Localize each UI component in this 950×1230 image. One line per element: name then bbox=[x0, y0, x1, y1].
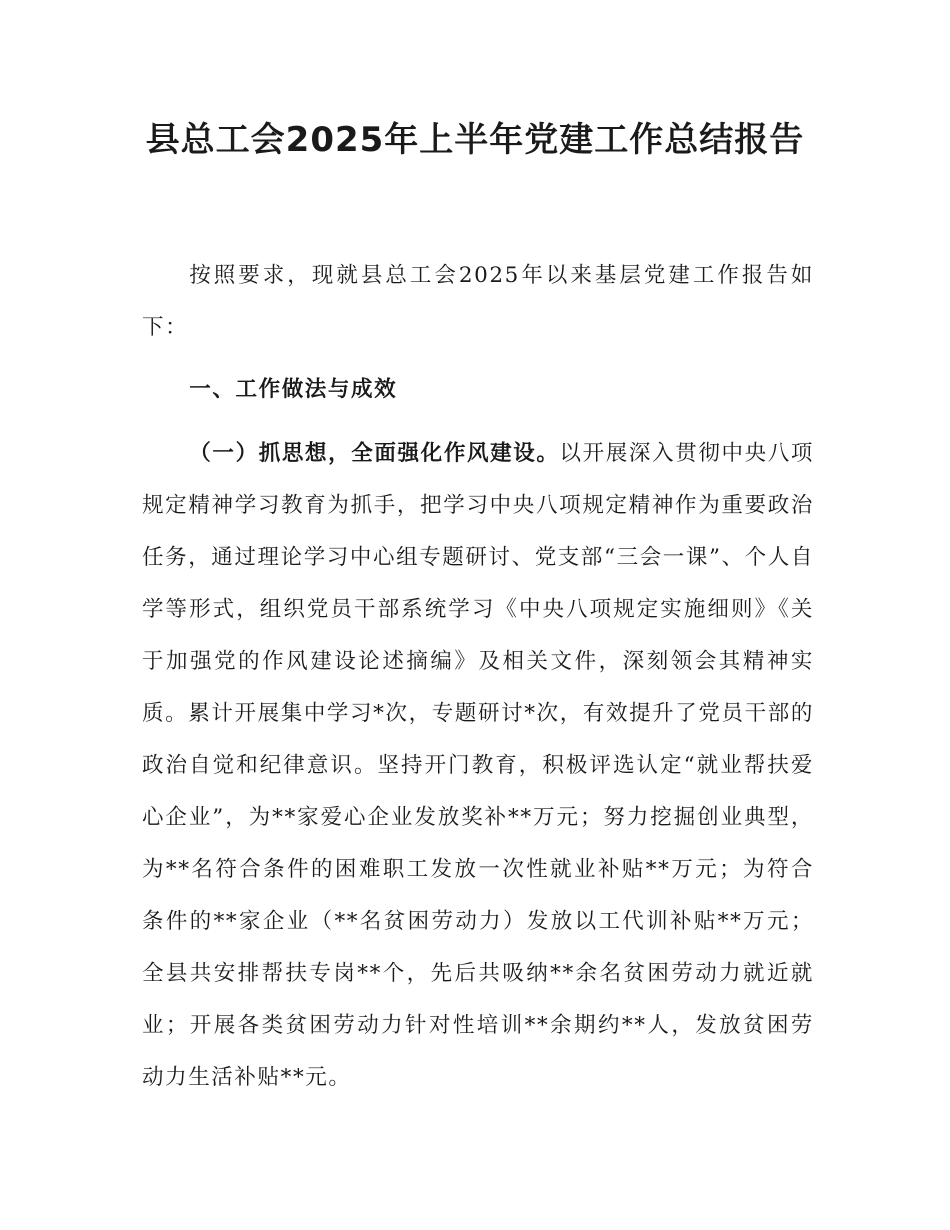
section-heading bbox=[142, 364, 814, 416]
subsection-1-paragraph bbox=[142, 428, 814, 1104]
subsection-1-body: 以开展深入贯彻中央八项规定精神学习教育为抓手，把学习中央八项规定精神作为重要政治任务，通过理论学习中心组专题研讨、党支部“三会一课”、个人自学等形式，组织党员干部系统学习《中央八项规定实施细则》《关于加强党的作风建设论述摘编》及相关文件，深刻领会其精神实质。累计开展集中学习*次，专题研讨*次，有效提升了党员干部的政治自觉和纪律意识。坚持开门教育，积极评选认定“就业帮扶爱心企业”，为**家爱心企业发放奖补**万元；努力挖掘创业典型，为**名符合条件的困难职工发放一次性就业补贴**万元；为符合条件的**家企业（**名贫困劳动力）发放以工代训补贴**万元；全县共安排帮扶专岗**个，先后共吸纳**余名贫困劳动力就近就业；开展各类贫困劳动力针对性培训**余期约**人，发放贫困劳动力生活补贴**元。 bbox=[142, 441, 814, 1090]
document-title: 县总工会2025年上半年党建工作总结报告 bbox=[145, 120, 805, 160]
section-1-heading: 一、工作做法与成效 bbox=[189, 377, 398, 402]
subsection-1-heading: （一）抓思想，全面强化作风建设。 bbox=[189, 441, 560, 466]
intro-paragraph: 按照要求，现就县总工会2025年以来基层党建工作报告如下： bbox=[142, 263, 814, 340]
